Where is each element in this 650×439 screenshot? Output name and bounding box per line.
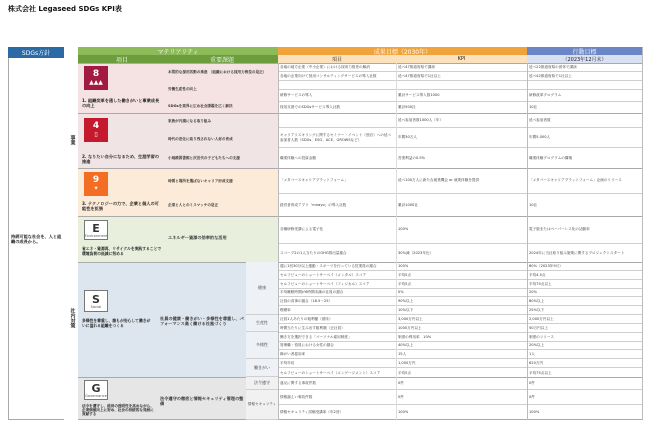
- b1-r5-item: 採用支援でのSDGsサービス導入社数: [280, 105, 341, 110]
- block-g-issue: 法令遵守の徹底と情報セキュリティ管理の整備: [160, 396, 244, 406]
- b1-r3-kpi: [396, 81, 527, 90]
- bs-r13-action: 平均75点以上: [529, 370, 552, 375]
- bs-r11-kpi: 15人: [396, 350, 527, 359]
- bs-r10-kpi: 40%以上: [396, 342, 527, 351]
- bg-r1-item: 違反に関する事故件数: [278, 377, 396, 390]
- social-icon: S Social: [84, 290, 108, 312]
- b3-r1-item: 「メタバースキャリアプラットフォーム」: [278, 168, 396, 194]
- b1-r4-item: 研修サービスの導入: [278, 90, 396, 102]
- bs-r7-kpi: 3,000万円以上: [396, 315, 527, 324]
- category-diversity: 多様性: [246, 332, 278, 359]
- divider-outcome: [278, 63, 279, 420]
- bs-r3-kpi: 平均5点: [396, 280, 527, 289]
- be-r2-action: 2024年に当社取り組み施策に関するプロジェクトスタート: [529, 250, 625, 255]
- b1-r5-action: 10社: [529, 105, 538, 110]
- bs-r1-item: 週に1回30分以上運動・スポーツを行っている従業員の割合: [278, 262, 396, 271]
- bs-r6-item: 喫煙率: [278, 306, 396, 315]
- category-compliance: 法令遵守: [246, 377, 278, 390]
- bs-r13-item: セルフビューのショートサーベイ（エンゲージメント）スコア: [280, 370, 381, 375]
- block-s-area: 多様性を尊重し、誰もが安心して働きがいに溢れる組織をつくる: [82, 318, 151, 328]
- bs-r13-kpi: 平均5点: [398, 370, 412, 375]
- bs-r12-kpi: 1,000万円: [396, 359, 527, 368]
- bs-r9-kpi: 制度の利用率 10%: [396, 333, 527, 342]
- bs-r8-action: 50万円以上: [527, 324, 642, 333]
- bg-r3-item: 情報セキュリティ試験受講率（年2回）: [280, 410, 344, 415]
- category-productivity: 生産性: [246, 315, 278, 332]
- bs-r3-action: 平均75点以上: [527, 280, 642, 289]
- category-engagement: 働きがい: [246, 359, 278, 377]
- b3-r2-kpi: 累計1000社: [398, 202, 418, 207]
- b2-r1-action: 延べ参加者数: [527, 113, 642, 128]
- group-label-corporate: 社内対策: [69, 308, 76, 328]
- header-action-target: 行動目標: [527, 47, 642, 55]
- block-g-area: 法令を遵守し、経営の透明性を高めながら、企業価値向上に努め、社会の持続的な発展に貢献する: [82, 403, 154, 417]
- bs-r2-kpi: 平均5点: [396, 271, 527, 280]
- b1-r3-action: [527, 81, 642, 90]
- b1-r1-action: 延べ22都道府県の団体で講演: [527, 63, 642, 72]
- bs-r12-action: 620万円: [527, 359, 642, 368]
- policy-text: 持続可能な社会を、人と組織の成長から。: [11, 234, 62, 244]
- block-1-issue-1: 本質的な採用活動の推進 （組織における採用力格差の是正）: [168, 69, 267, 74]
- bg-r3-action: 100%: [529, 410, 540, 415]
- bs-r4-kpi: 0%: [396, 289, 527, 298]
- b2-r3-action: 職業体験プログラムの構築: [529, 155, 573, 160]
- b2-r3-item: 職業体験への投資金額: [280, 155, 316, 160]
- b1-r3-item: [278, 81, 396, 90]
- bs-r10-item: 管理職・役員における女性の割合: [278, 342, 396, 351]
- bs-r1-kpi: 100%: [396, 262, 527, 271]
- block-2-issue-1: 家族が円満になる取り組み: [168, 118, 212, 123]
- bg-r1-action: 0件: [527, 377, 642, 390]
- sdg-8-icon: 8 ▲▲▲: [84, 66, 108, 90]
- bs-r6-kpi: 10%以下: [396, 306, 527, 315]
- b1-r2-action: 延べ42都道府県で1社以上: [527, 72, 642, 81]
- bs-r8-kpi: 1000万円以上: [396, 324, 527, 333]
- sdg-9-icon: 9 ✦: [84, 172, 108, 196]
- divider-right: [642, 47, 643, 420]
- divider-kpi: [396, 63, 397, 420]
- b3-r2-item: 経営者育成アプリ「mirayo」の導入社数: [280, 202, 347, 207]
- block-s-issue: 社員の健康・働きがい・多様性を尊重し、パフォーマンス高く働ける社風づくり: [160, 316, 244, 326]
- bs-r2-item: セルフビューのショートサーベイ（メンタル）スコア: [278, 271, 396, 280]
- block-2-area: 2. なりたい自分になるため、生涯学習の推進: [82, 153, 159, 164]
- block-1-issue-3: SDGsを業界に広め社会課題を広く解決: [168, 103, 233, 108]
- header-kpi: KPI: [396, 55, 527, 63]
- b1-r4-kpi: 累計サービス導入数1000: [396, 90, 527, 102]
- be-r1-action: 電子版またはペーパーレス化の活動率: [527, 216, 642, 244]
- bs-r5-item: 社員の食事の割合（18.5〜25）: [278, 297, 396, 306]
- bs-r2-action: 平均4.5点: [527, 271, 642, 280]
- block-1-area: 1. 組織変革を通した働きがいと事業成長の向上: [82, 97, 160, 108]
- bg-r2-action: 0件: [527, 390, 642, 405]
- bg-r2-kpi: 0件: [396, 390, 527, 405]
- bs-r11-item: 障がい者雇用率: [278, 350, 396, 359]
- b1-r1-kpi: 延べ47都道府県で講演: [396, 63, 527, 72]
- governance-icon: G Governance: [84, 380, 108, 400]
- bs-r5-kpi: 90%以上: [396, 297, 527, 306]
- b1-r2-kpi: 延べ47都道府県で1社以上: [396, 72, 527, 81]
- block-3-issue-1: 時間と場所を選ばないキャリア形成支援: [168, 178, 233, 183]
- b2-r1-kpi: 延べ参加者数1000人（年）: [396, 113, 527, 128]
- bs-r7-item: 社員1人あたりの粗利額（期末）: [278, 315, 396, 324]
- header-key-issue: 重要課題: [166, 55, 278, 63]
- group-label-business: 事業: [69, 134, 76, 145]
- header-outcome-item: 項目: [278, 55, 396, 63]
- bs-r5-action: 80%以上: [527, 297, 642, 306]
- b2-r3-kpi: 営業利益の0.5%: [398, 155, 426, 160]
- bs-r12-item: 平均年収: [278, 359, 396, 368]
- header-materiality: マテリアリティ: [78, 47, 278, 55]
- b3-r2-action: 10社: [529, 202, 538, 207]
- bs-r3-item: セルフビューのショートサーベイ（フィジカル）スコア: [278, 280, 396, 289]
- environment-icon: E Environment: [84, 220, 108, 240]
- b3-r1-action: 「メタバースキャリアプラットフォーム」企画のリリース: [527, 168, 642, 194]
- bs-r10-action: 20%以上: [527, 342, 642, 351]
- category-health: 健康: [246, 262, 278, 315]
- header-action-date: （2023年12月末）: [527, 55, 642, 63]
- block-3-issue-2: 企業と人とのミスマッチの是正: [168, 202, 219, 207]
- block-2-issue-3: 小規模図書館と次世代の子どもたちへの支援: [168, 155, 240, 160]
- b2-r2-item: キャリアリスキリングに関するセミナー・イベント（独自）への延べ参加者人数（SDGs、ESG、ACE、GROWSなど）: [278, 128, 396, 148]
- b1-r2-item: 各地の企業向けて採用コンサルティングサービスの導入社数: [278, 72, 396, 81]
- b2-r1-item: [278, 113, 396, 128]
- be-r2-item: スコープ2の1人当たりのGHG排出量割合: [280, 250, 347, 255]
- bs-r9-action: 制度のリリース: [527, 333, 642, 342]
- block-e-issue: エネルギー資源の効率的な活用: [168, 234, 227, 240]
- block-e-area: 省エネ・資源再、リサイクルを実践することで環境負荷の低減に努める: [82, 245, 162, 256]
- bs-r9-item: 働き方を選択できる「パーソナル雇用制度」: [278, 333, 396, 342]
- block-2-issue-2: 時代の変化に取り残されない人材の育成: [168, 136, 233, 141]
- header-outcome-2030: 成果目標（2030年）: [278, 47, 527, 55]
- be-r2-kpi: 30%減（2023年比）: [398, 250, 434, 255]
- document-title: 株式会社 Legaseed SDGs KPI表: [8, 5, 122, 13]
- bg-r2-item: 情報漏えい事故件数: [278, 390, 396, 405]
- bs-r1-action: 80%（2023年9月）: [527, 262, 642, 271]
- bs-r4-action: 20%: [527, 289, 642, 298]
- b2-r2-kpi: 年間30万人: [396, 128, 527, 148]
- category-info-security: 情報セキュリティ: [246, 390, 278, 420]
- bg-r1-kpi: 0件: [396, 377, 527, 390]
- be-r1-item: 各種研修受講による電子化: [278, 216, 396, 244]
- block-1-issue-2: 労働生産性の向上: [168, 86, 197, 91]
- b1-r4-action: 研修改革プログラム: [527, 90, 642, 102]
- header-item: 項目: [78, 55, 166, 63]
- b1-r5-kpi: 累計500社: [398, 105, 416, 110]
- block-3-area: 3. テクノロジーの力で、企業と個人の可能性を拡張: [82, 200, 159, 211]
- b3-r1-kpi: 延べ100万人に新たな就業機会 or 就業体験を提供: [396, 168, 527, 194]
- sdg-4-icon: 4 ▯: [84, 118, 108, 142]
- bs-r7-action: 2,000万円以上: [527, 315, 642, 324]
- bg-r3-kpi: 100%: [398, 410, 409, 415]
- b1-r1-item: 各地の地方企業（中小企業）における採用力格差の解消: [278, 63, 396, 72]
- be-r1-kpi: 100%: [396, 216, 527, 244]
- bs-r4-item: 平均睡眠時間が6時間未満の社員の割合: [278, 289, 396, 298]
- divider-action: [527, 63, 528, 420]
- bs-r6-action: 25%以下: [527, 306, 642, 315]
- bs-r8-item: 時間当たりに生み出す粗利額（正社員）: [278, 324, 396, 333]
- bs-r11-action: 1人: [527, 350, 642, 359]
- header-sdgs-policy: SDGs方針: [8, 47, 64, 58]
- b2-r2-action: 年間5,000人: [527, 128, 642, 148]
